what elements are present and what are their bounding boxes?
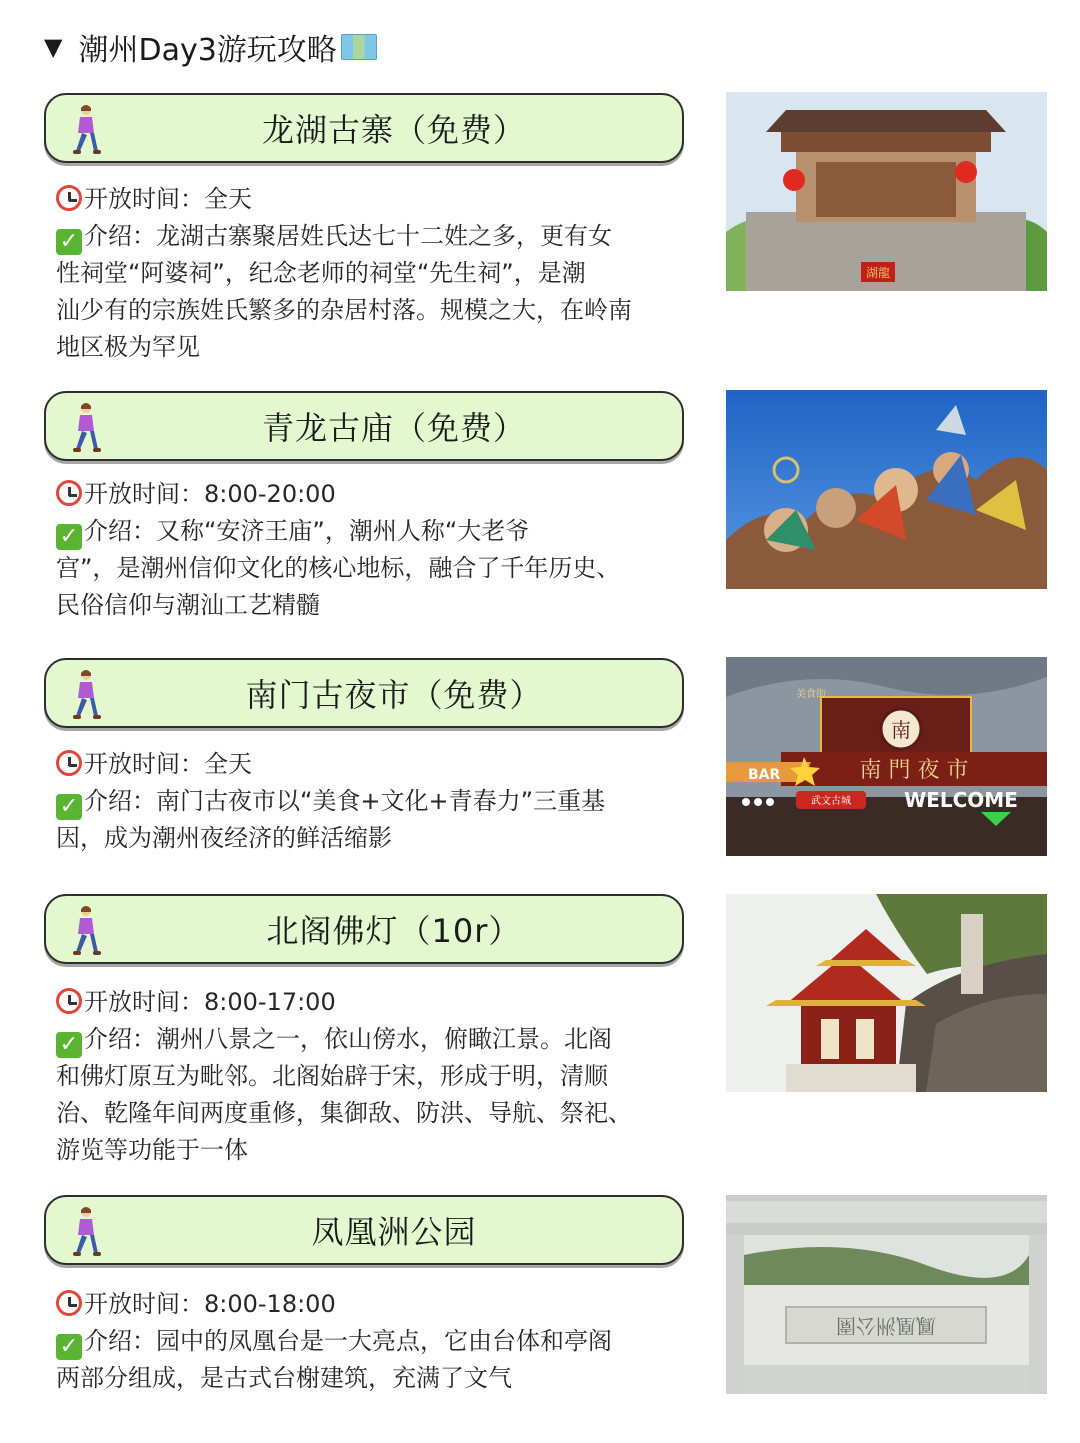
intro-label: 介绍： [84, 787, 156, 815]
open-time-value: 全天 [204, 185, 252, 213]
alarm-clock-icon [56, 185, 82, 211]
intro-line [56, 218, 686, 255]
spot-title: 龙湖古寨（免费） [261, 111, 526, 149]
photo-sign-top: 南 [891, 718, 911, 742]
intro-text: 南门古夜市以“美食+文化+青春力”三重基 [156, 787, 606, 815]
photo-sign-bar: BAR [748, 767, 781, 783]
spot-title: 凤凰洲公园 [311, 1213, 477, 1251]
woman-walking-icon [68, 401, 104, 453]
intro-text: 又称“安济王庙”，潮州人称“大老爷 [156, 517, 530, 545]
qinglong-temple-photo [726, 390, 1047, 589]
intro-line [56, 1021, 686, 1058]
spot-info [56, 181, 686, 366]
intro-line [56, 783, 686, 820]
intro-text: 园中的凤凰台是一大亮点，它由台体和亭阁 [156, 1327, 612, 1355]
open-time-value: 8:00-17:00 [204, 988, 336, 1016]
open-time-label: 开放时间： [84, 988, 204, 1016]
intro-text: 龙湖古寨聚居姓氏达七十二姓之多，更有女 [156, 222, 612, 250]
check-mark-icon: ✓ [56, 1334, 82, 1360]
intro-label: 介绍： [84, 1327, 156, 1355]
fenghuangzhou-park-photo [726, 1195, 1047, 1394]
check-mark-icon: ✓ [56, 524, 82, 550]
spot-title-pill [44, 1195, 684, 1265]
photo-sign-side: 美食街 [796, 689, 826, 700]
alarm-clock-icon [56, 988, 82, 1014]
open-time-line [56, 476, 686, 513]
spot-title: 南门古夜市（免费） [245, 676, 543, 714]
intro-text: 地区极为罕见 [56, 333, 200, 361]
woman-walking-icon [68, 103, 104, 155]
spot-info [56, 984, 686, 1169]
open-time-label: 开放时间： [84, 750, 204, 778]
spot-title: 青龙古庙（免费） [261, 409, 526, 447]
photo-sign-text: 鳳凰洲公園 [836, 1314, 936, 1338]
intro-text: 宫”，是潮州信仰文化的核心地标，融合了千年历史、 [56, 554, 621, 582]
world-map-icon [341, 34, 377, 60]
photo-sign-text: 湖龍 [865, 266, 891, 280]
spot-info [56, 1286, 686, 1397]
check-mark-icon: ✓ [56, 229, 82, 255]
page-title: 潮州Day3游玩攻略 [78, 33, 337, 68]
open-time-value: 8:00-18:00 [204, 1290, 336, 1318]
alarm-clock-icon [56, 1290, 82, 1316]
intro-line [56, 1323, 686, 1360]
photo-sign-small: 武文古城 [811, 796, 851, 807]
spot-info [56, 476, 686, 624]
open-time-value: 8:00-20:00 [204, 480, 336, 508]
open-time-line [56, 1286, 686, 1323]
check-mark-icon: ✓ [56, 1032, 82, 1058]
open-time-line [56, 181, 686, 218]
intro-text: 汕少有的宗族姓氏繁多的杂居村落。规模之大，在岭南 [56, 296, 632, 324]
open-time-line [56, 746, 686, 783]
collapse-triangle-icon[interactable]: ▼ [44, 33, 63, 61]
check-mark-icon: ✓ [56, 794, 82, 820]
open-time-line [56, 984, 686, 1021]
woman-walking-icon [68, 904, 104, 956]
woman-walking-icon [68, 668, 104, 720]
spot-title-pill [44, 391, 684, 461]
open-time-label: 开放时间： [84, 185, 204, 213]
spot-title: 北阁佛灯（10r） [266, 912, 522, 950]
woman-walking-icon [68, 1205, 104, 1257]
open-time-label: 开放时间： [84, 480, 204, 508]
intro-text: 潮州八景之一，依山傍水，俯瞰江景。北阁 [156, 1025, 612, 1053]
longhu-village-photo [726, 92, 1047, 291]
intro-label: 介绍： [84, 222, 156, 250]
spot-info [56, 746, 686, 857]
alarm-clock-icon [56, 480, 82, 506]
spot-title-pill [44, 894, 684, 964]
intro-label: 介绍： [84, 517, 156, 545]
spot-title-pill [44, 93, 684, 163]
spot-title-pill [44, 658, 684, 728]
page-header [44, 22, 377, 72]
intro-text: 两部分组成，是古式台榭建筑，充满了文气 [56, 1364, 512, 1392]
open-time-value: 全天 [204, 750, 252, 778]
intro-text: 民俗信仰与潮汕工艺精髓 [56, 591, 320, 619]
photo-sign-main: 南 門 夜 市 [859, 758, 969, 783]
nanmen-night-market-photo [726, 657, 1047, 856]
intro-text: 性祠堂“阿婆祠”，纪念老师的祠堂“先生祠”，是潮 [56, 259, 586, 287]
intro-text: 治、乾隆年间两度重修，集御敌、防洪、导航、祭祀、 [56, 1099, 632, 1127]
beige-pavilion-photo [726, 894, 1047, 1092]
intro-text: 因，成为潮州夜经济的鲜活缩影 [56, 824, 392, 852]
intro-label: 介绍： [84, 1025, 156, 1053]
photo-sign-welcome: WELCOME [904, 788, 1018, 812]
open-time-label: 开放时间： [84, 1290, 204, 1318]
intro-text: 游览等功能于一体 [56, 1136, 248, 1164]
intro-text: 和佛灯原互为毗邻。北阁始辟于宋，形成于明，清顺 [56, 1062, 608, 1090]
intro-line [56, 513, 686, 550]
alarm-clock-icon [56, 750, 82, 776]
